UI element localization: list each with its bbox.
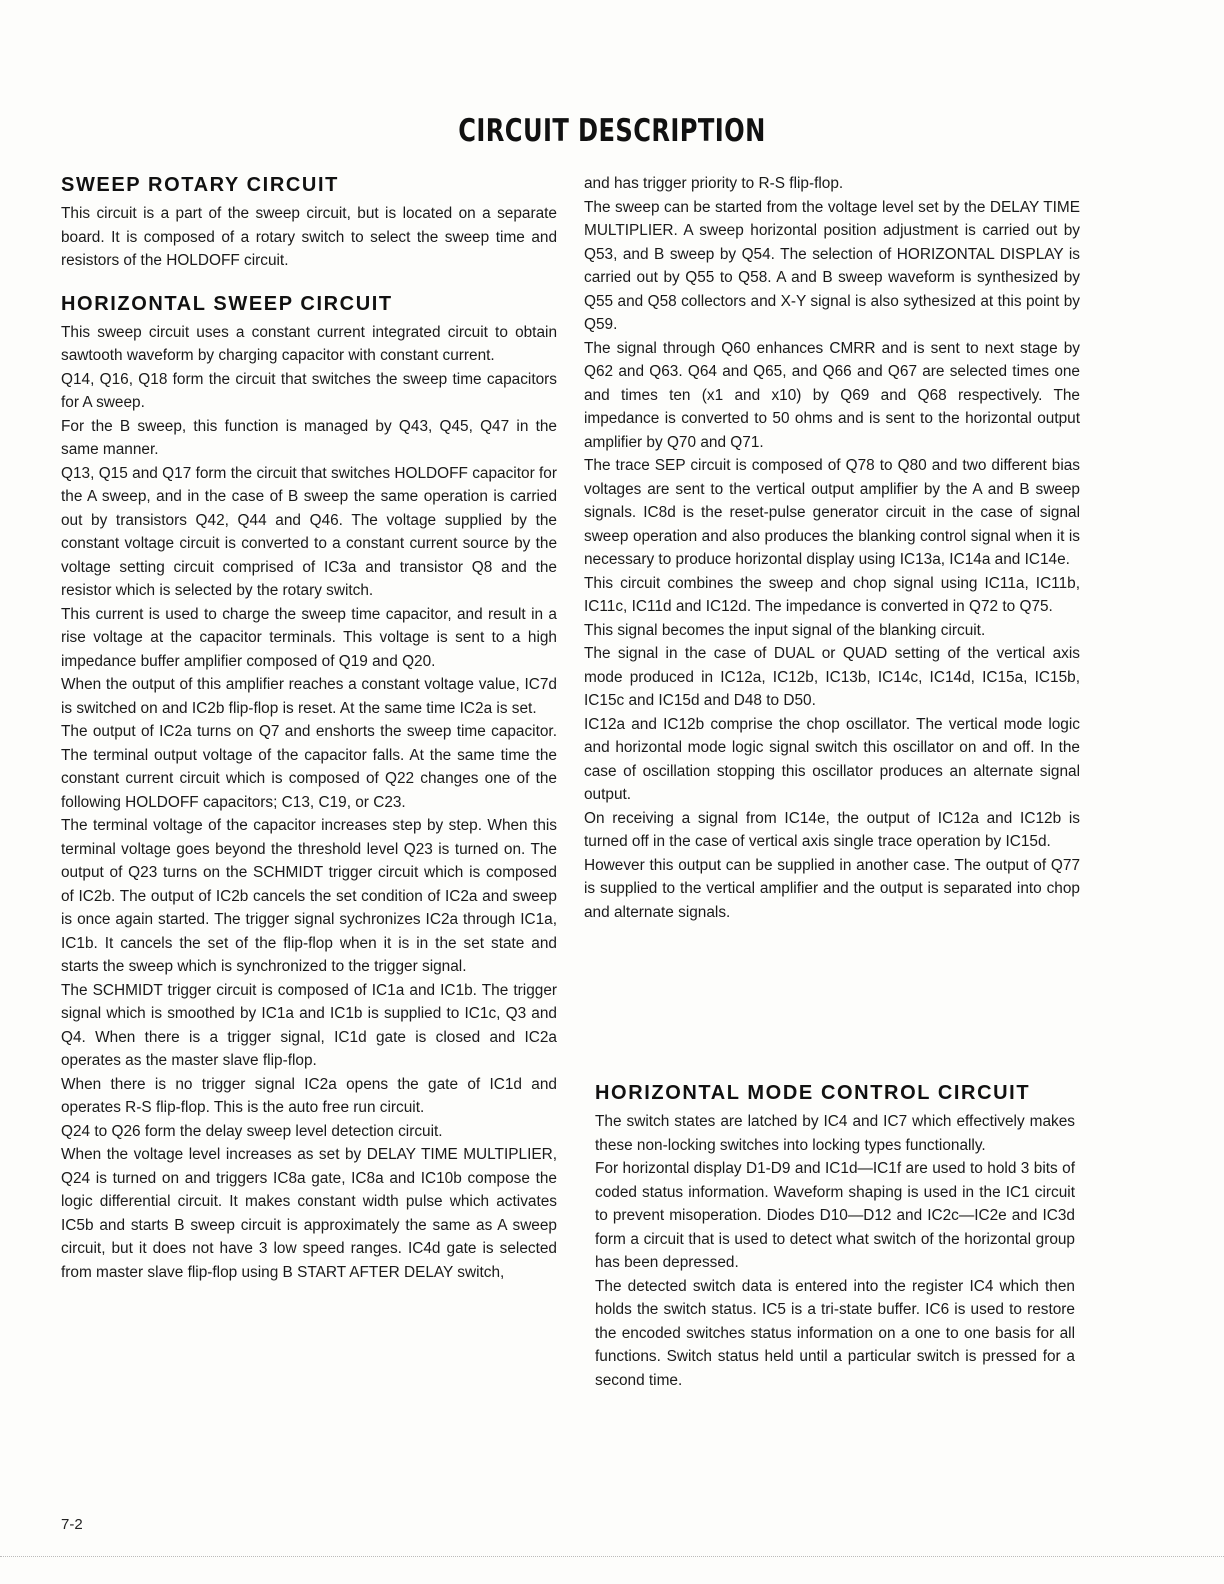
- paragraph: The sweep can be started from the voltage level set by the DELAY TIME MULTIPLIER. A sweep horizontal position adjustment is carried out by Q53, and B sweep by Q54. The selection of HORIZONTAL DISPLAY is carried out by Q55 to Q58. A and B sweep waveform is synthesized by Q55 and Q58 collectors and X-Y signal is also sythesized at this point by Q59.: [584, 198, 1080, 333]
- paragraph: The signal through Q60 enhances CMRR and is sent to next stage by Q62 and Q63. Q64 and Q65, and Q66 and Q67 are selected times one and times ten (x1 and x10) by Q69 and Q68 respectively. The impedance is converted to 50 ohms and is sent to the horizontal output amplifier by Q70 and Q71.: [584, 339, 1080, 451]
- page-number: 7-2: [61, 1516, 83, 1533]
- paragraph: When the voltage level increases as set by DELAY TIME MULTIPLIER, Q24 is turned on and triggers IC8a gate, IC8a and IC10b compose the logic differential circuit. It makes constant width pulse which activates IC5b and starts B sweep circuit is approximately the same as A sweep circuit, but it does not have 3 low speed ranges. IC4d gate is selected from master slave flip-flop using B START AFTER DELAY switch,: [61, 1146, 557, 1281]
- paragraph: This circuit is a part of the sweep circuit, but is located on a separate board. It is composed of a rotary switch to select the sweep time and resistors of the HOLDOFF circuit.: [61, 205, 557, 269]
- paragraph: and has trigger priority to R-S flip-flop.: [584, 175, 844, 192]
- left-column: [61, 172, 557, 1284]
- heading-sweep-rotary: SWEEP ROTARY CIRCUIT: [61, 174, 339, 196]
- paragraph: On receiving a signal from IC14e, the output of IC12a and IC12b is turned off in the case of vertical axis single trace operation by IC15d.: [584, 809, 1080, 850]
- paragraph: IC12a and IC12b comprise the chop oscillator. The vertical mode logic and horizontal mode logic signal switch this oscillator on and off. In the case of oscillation stopping this oscillator produces an alternate signal output.: [584, 715, 1080, 803]
- paragraph: This sweep circuit uses a constant current integrated circuit to obtain sawtooth waveform by charging capacitor with constant current.: [61, 323, 557, 364]
- heading-horizontal-sweep: HORIZONTAL SWEEP CIRCUIT: [61, 292, 393, 315]
- paragraph: The detected switch data is entered into the register IC4 which then holds the switch status. IC5 is a tri-state buffer. IC6 is used to restore the encoded switches status information on a one to one basis for all functions. Switch status held until a particular switch is pressed for a second time.: [595, 1277, 1075, 1389]
- horizontal-mode-section: [595, 1080, 1075, 1392]
- paragraph: The trace SEP circuit is composed of Q78 to Q80 and two different bias voltages are sent to the vertical output amplifier by the A and B sweep signals. IC8d is the reset-pulse generator circuit in the case of signal sweep operation and also produces the blanking control signal when it is necessary to produce horizontal display using IC13a, IC14a and IC14e.: [584, 457, 1080, 568]
- paragraph: The SCHMIDT trigger circuit is composed of IC1a and IC1b. The trigger signal which is smoothed by IC1a and IC1b is supplied to IC1c, Q3 and Q4. When there is a trigger signal, IC1d gate is closed and IC2a operates as the master slave flip-flop.: [61, 981, 557, 1069]
- paragraph: The switch states are latched by IC4 and IC7 which effectively makes these non-locking switches into locking types functionally.: [595, 1113, 1075, 1154]
- paragraph: This current is used to charge the sweep time capacitor, and result in a rise voltage at the capacitor terminals. This voltage is sent to a high impedance buffer amplifier composed of Q19 and Q20.: [61, 605, 557, 670]
- paragraph: However this output can be supplied in another case. The output of Q77 is supplied to the vertical amplifier and the output is separated into chop and alternate signals.: [584, 856, 1080, 921]
- paragraph: Q13, Q15 and Q17 form the circuit that switches HOLDOFF capacitor for the A sweep, and in the case of B sweep the same operation is carried out by transistors Q42, Q44 and Q46. The voltage supplied by the constant voltage circuit is converted to a constant current source by the voltage setting circuit comprised of IC3a and transistor Q8 and the resistor which is selected by the rotary switch.: [61, 464, 557, 599]
- paragraph: The terminal voltage of the capacitor increases step by step. When this terminal voltage goes beyond the threshold level Q23 is turned on. The output of Q23 turns on the SCHMIDT trigger circuit which is composed of IC2b. The output of IC2b cancels the set condition of IC2a and sweep is once again started. The trigger signal sychronizes IC2a through IC1a, IC1b. It cancels the set of the flip-flop when it is in the set state and starts the sweep which is synchronized to the trigger signal.: [61, 817, 557, 975]
- paragraph: This circuit combines the sweep and chop signal using IC11a, IC11b, IC11c, IC11d and IC12d. The impedance is converted in Q72 to Q75.: [584, 574, 1080, 615]
- page-title: CIRCUIT DESCRIPTION: [458, 112, 766, 149]
- paragraph: For the B sweep, this function is managed by Q43, Q45, Q47 in the same manner.: [61, 417, 557, 458]
- paragraph: When the output of this amplifier reaches a constant voltage value, IC7d is switched on and IC2b flip-flop is reset. At the same time IC2a is set.: [61, 676, 557, 717]
- bottom-rule: [0, 1556, 1224, 1558]
- paragraph: For horizontal display D1-D9 and IC1d—IC1f are used to hold 3 bits of coded status information. Waveform shaping is used in the IC1 circuit to prevent misoperation. Diodes D10—D12 and IC2c—IC2e and IC3d form a circuit that is used to detect what switch of the horizontal group has been depressed.: [595, 1160, 1075, 1271]
- paragraph: Q24 to Q26 form the delay sweep level detection circuit.: [61, 1122, 443, 1140]
- heading-horizontal-mode: HORIZONTAL MODE CONTROL CIRCUIT: [595, 1082, 1031, 1104]
- paragraph: Q14, Q16, Q18 form the circuit that switches the sweep time capacitors for A sweep.: [61, 370, 557, 411]
- right-column: [584, 172, 1080, 924]
- paragraph: The output of IC2a turns on Q7 and enshorts the sweep time capacitor. The terminal output voltage of the capacitor falls. At the same time the constant current circuit which is composed of Q22 changes one of the following HOLDOFF capacitors; C13, C19, or C23.: [61, 723, 557, 811]
- paragraph: When there is no trigger signal IC2a opens the gate of IC1d and operates R-S flip-flop. This is the auto free run circuit.: [61, 1075, 557, 1116]
- paragraph: This signal becomes the input signal of the blanking circuit.: [584, 621, 986, 639]
- paragraph: The signal in the case of DUAL or QUAD setting of the vertical axis mode produced in IC12a, IC12b, IC13b, IC14c, IC14d, IC15a, IC15b, IC15c and IC15d and D48 to D50.: [584, 645, 1080, 709]
